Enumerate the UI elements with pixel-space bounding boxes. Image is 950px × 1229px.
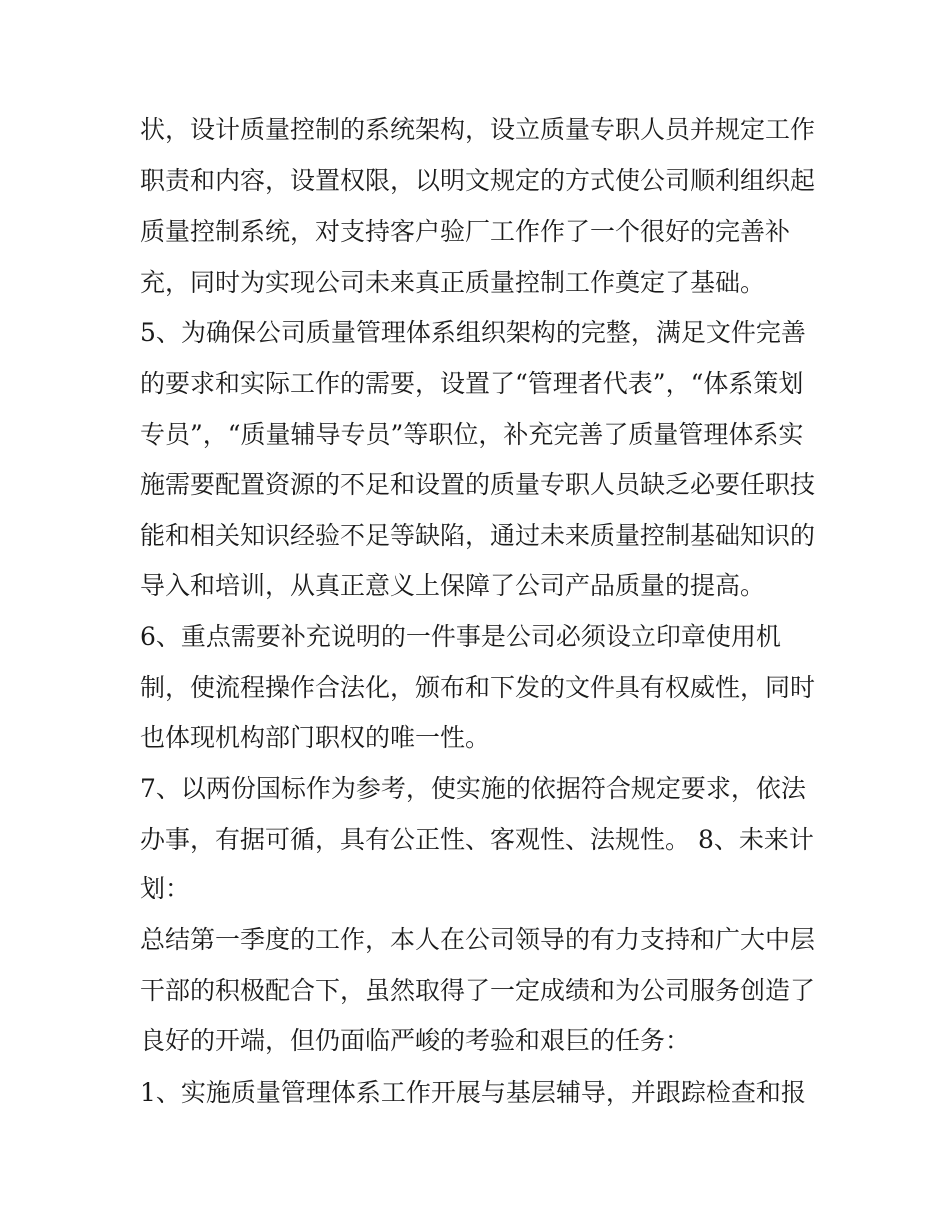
text-line: 职责和内容，设置权限，以明文规定的方式使公司顺利组织起 bbox=[140, 166, 816, 195]
text-line: 6、重点需要补充说明的一件事是公司必须设立印章使用机 bbox=[140, 622, 781, 651]
text-line: 的要求和实际工作的需要，设置了“管理者代表”，“体系策划 bbox=[140, 369, 804, 398]
text-line: 充，同时为实现公司未来真正质量控制工作奠定了基础。 bbox=[140, 268, 766, 297]
text-line: 干部的积极配合下，虽然取得了一定成绩和为公司服务创造了 bbox=[140, 976, 816, 1005]
text-line: 1、实施质量管理体系工作开展与基层辅导，并跟踪检查和报 bbox=[140, 1078, 806, 1107]
text-line: 总结第一季度的工作，本人在公司领导的有力支持和广大中层 bbox=[140, 925, 816, 954]
text-line: 质量控制系统，对支持客户验厂工作作了一个很好的完善补 bbox=[140, 217, 791, 246]
text-line: 导入和培训，从真正意义上保障了公司产品质量的提高。 bbox=[140, 571, 766, 600]
text-line: 专员”，“质量辅导专员”等职位，补充完善了质量管理体系实 bbox=[140, 420, 804, 449]
text-line: 施需要配置资源的不足和设置的质量专职人员缺乏必要任职技 bbox=[140, 470, 816, 499]
text-line: 7、以两份国标作为参考，使实施的依据符合规定要求，依法 bbox=[140, 774, 806, 803]
text-line: 制，使流程操作合法化，颁布和下发的文件具有权威性，同时 bbox=[140, 673, 816, 702]
text-line: 良好的开端，但仍面临严峻的考验和艰巨的任务： bbox=[140, 1026, 691, 1055]
text-line: 划： bbox=[140, 874, 191, 903]
text-line: 能和相关知识经验不足等缺陷，通过未来质量控制基础知识的 bbox=[140, 521, 816, 550]
text-line: 也体现机构部门职权的唯一性。 bbox=[140, 723, 491, 752]
text-line: 办事，有据可循，具有公正性、客观性、法规性。 8、未来计 bbox=[140, 825, 814, 854]
text-line: 状，设计质量控制的系统架构，设立质量专职人员并规定工作 bbox=[140, 115, 816, 144]
text-line: 5、为确保公司质量管理体系组织架构的完整，满足文件完善 bbox=[140, 318, 806, 347]
